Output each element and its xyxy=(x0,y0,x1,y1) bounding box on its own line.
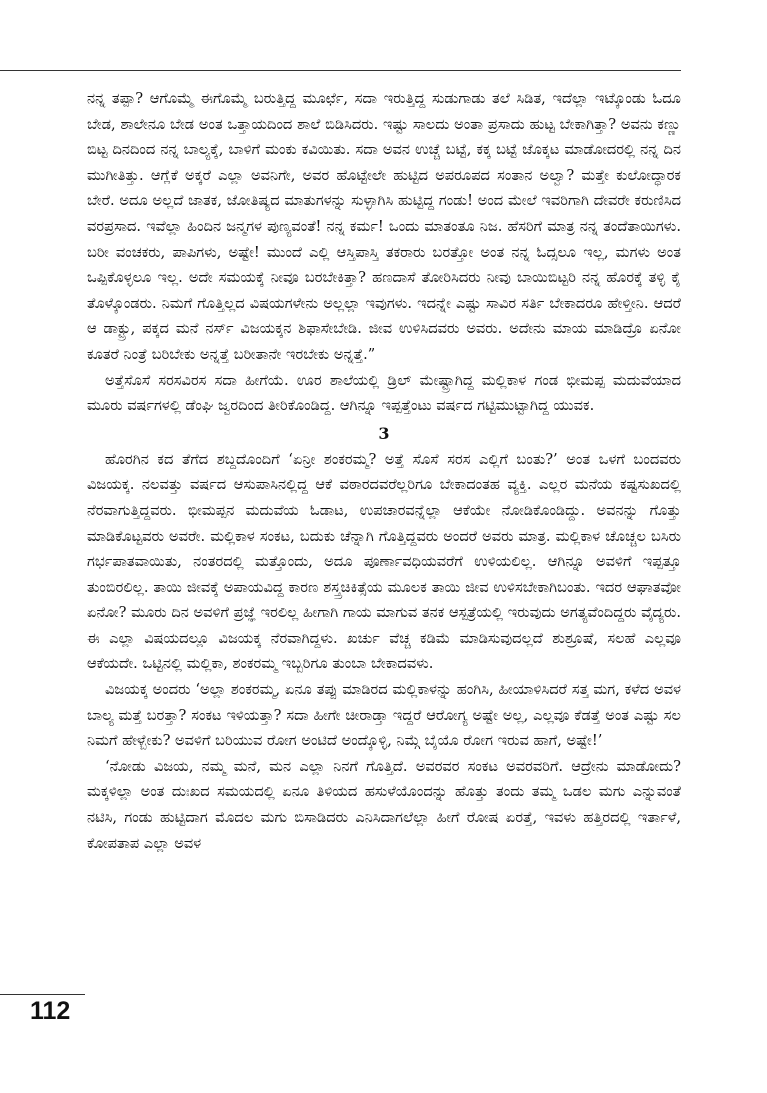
paragraph: ನನ್ನ ತಪ್ಪಾ? ಆಗೊಮ್ಮೆ ಈಗೊಮ್ಮೆ ಬರುತ್ತಿದ್ದ ಮೂರ್ಛೆ, ಸದಾ ಇರುತ್ತಿದ್ದ ಸುಡುಗಾಡು ತಲೆ ಸಿಡಿತ, ಇದೆಲ್ಲಾ ಇಟ್ಕೊಂಡು ಓದೂ ಬೇಡ, ಶಾಲೇನೂ ಬೇಡ ಅಂತ ಒತ್ತಾಯದಿಂದ ಶಾಲೆ ಬಿಡಿಸಿದರು. ಇಷ್ಟು ಸಾಲದು ಅಂತಾ ಪ್ರಸಾದು ಹುಟ್ಟ ಬೇಕಾಗಿತ್ತಾ? ಅವನು ಕಣ್ಣು ಬಿಟ್ಟ ದಿನದಿಂದ ನನ್ನ ಬಾಲ್ಯಕ್ಕೆ, ಬಾಳಿಗೆ ಮಂಕು ಕವಿಯಿತು. ಸದಾ ಅವನ ಉಚ್ಚೆ ಬಟ್ಟೆ, ಕಕ್ಕ ಬಟ್ಟೆ ಜೊಕ್ಕಟ ಮಾಡೋದರಲ್ಲಿ ನನ್ನ ದಿನ ಮುಗೀತಿತ್ತು. ಆಗ್ಲೆಕೆ ಅಕ್ಕರೆ ಎಲ್ಲಾ ಅವನಿಗೇ, ಅವರ ಹೊಟ್ಟೇಲೇ ಹುಟ್ಟಿದ ಅಪರೂಪದ ಸಂತಾನ ಅಲ್ವಾ? ಮತ್ತೇ ಕುಲೋದ್ಧಾರಕ ಬೇರೆ. ಅದೂ ಅಲ್ಲದೆ ಜಾತಕ, ಜೋತಿಷ್ಯದ ಮಾತುಗಳನ್ನು ಸುಳ್ಳಾಗಿಸಿ ಹುಟ್ಟಿದ್ದ ಗಂಡು! ಅಂದ ಮೇಲೆ ಇವರಿಗಾಗಿ ದೇವರೇ ಕರುಣಿಸಿದ ವರಪ್ರಸಾದ. ಇವೆಲ್ಲಾ ಹಿಂದಿನ ಜನ್ಮಗಳ ಪುಣ್ಯವಂತೆ! ನನ್ನ ಕರ್ಮ! ಒಂದು ಮಾತಂತೂ ನಿಜ. ಹೆಸರಿಗೆ ಮಾತ್ರ ನನ್ನ ತಂದೆತಾಯಿಗಳು. ಬರೀ ವಂಚಕರು, ಪಾಪಿಗಳು, ಅಷ್ಟೇ! ಮುಂದೆ ಎಲ್ಲಿ ಆಸ್ತಿಪಾಸ್ತಿ ತಕರಾರು ಬರತ್ತೋ ಅಂತ ನನ್ನ ಓದ್ಸಲೂ ಇಲ್ಲ, ಮಗಳು ಅಂತ ಒಪ್ಪಿಕೊಳ್ಳಲೂ ಇಲ್ಲ. ಅದೇ ಸಮಯಕ್ಕೆ ನೀವೂ ಬರಬೇಕಿತ್ತಾ? ಹಣದಾಸೆ ತೋರಿಸಿದರು ನೀವು ಬಾಯಿಬಿಟ್ಟರಿ ನನ್ನ ಹೊರಕ್ಕೆ ತಳ್ಳಿ ಕೈ ತೊಳ್ಕೊಂಡರು. ನಿಮಗೆ ಗೊತ್ತಿಲ್ಲದ ವಿಷಯಗಳೇನು ಅಲ್ಲಲ್ಲಾ ಇವುಗಳು. ಇದನ್ನೇ ಎಷ್ಟು ಸಾವಿರ ಸರ್ತಿ ಬೇಕಾದರೂ ಹೇಳ್ತೀನಿ. ಆದರೆ ಆ ಡಾಕ್ಟ್ರು, ಪಕ್ಕದ ಮನೆ ನರ್ಸ್ ವಿಜಯಕ್ಕನ ಶಿಫಾಸೇಬೇಡಿ. ಜೀವ ಉಳಿಸಿದವರು ಅವರು. ಅದೇನು ಮಾಯ ಮಾಡಿದ್ರೊ ಏನೋ ಕೂತರೆ ನಿಂತ್ರೆ ಬರಿಬೇಕು ಅನ್ನತ್ತೆ ಬರೀತಾನೇ ಇರಬೇಕು ಅನ್ನತ್ತೆ.” xyxy=(87,90,681,363)
paragraph: ಅತ್ತೆಸೊಸೆ ಸರಸವಿರಸ ಸದಾ ಹೀಗೆಯೆ. ಊರ ಶಾಲೆಯಲ್ಲಿ ಡ್ರಿಲ್ ಮೇಷ್ಟ್ರಾಗಿದ್ದ ಮಲ್ಲಿಕಾಳ ಗಂಡ ಭೀಮಪ್ಪ ಮದುವೆಯಾದ ಮೂರು ವರ್ಷಗಳಲ್ಲಿ ಡೆಂಘಿ ಜ್ವರದಿಂದ ತೀರಿಕೊಂಡಿದ್ದ. ಆಗಿನ್ನೂ ಇಪ್ಪತ್ತೆಂಟು ವರ್ಷದ ಗಟ್ಟಿಮುಟ್ಟಾಗಿದ್ದ ಯುವಕ. xyxy=(87,371,681,415)
header-rule xyxy=(0,70,681,71)
chapter-number: 3 xyxy=(378,423,390,443)
paragraph: ವಿಜಯಕ್ಕ ಅಂದರು ‘ಅಲ್ಲಾ ಶಂಕರಮ್ಮ, ಏನೂ ತಪ್ಪು ಮಾಡಿರದ ಮಲ್ಲಿಕಾಳನ್ನು ಹಂಗಿಸಿ, ಹೀಯಾಳಿಸಿದರೆ ಸತ್ತ ಮಗ, ಕಳೆದ ಅವಳ ಬಾಲ್ಯ ಮತ್ತೆ ಬರತ್ತಾ? ಸಂಕಟ ಇಳಿಯತ್ತಾ? ಸದಾ ಹೀಗೇ ಚೀರಾಡ್ತಾ ಇದ್ದರೆ ಆರೋಗ್ಯ ಅಷ್ಟೇ ಅಲ್ಲ, ಎಲ್ಲವೂ ಕೆಡತ್ತೆ ಅಂತ ಎಷ್ಟು ಸಲ ನಿಮಗೆ ಹೇಳ್ಬೇಕು? ಅವಳಿಗೆ ಬರಿಯುವ ರೋಗ ಅಂಟಿದೆ ಅಂದ್ಕೊಳ್ಳಿ, ನಿಮ್ಗೆ ಬೈಯೊ ರೋಗ ಇರುವ ಹಾಗೆ, ಅಷ್ಟೇ!’ xyxy=(87,681,681,750)
footer-rule xyxy=(0,994,85,995)
body-text xyxy=(87,86,681,856)
paragraph: ಹೊರಗಿನ ಕದ ತೆಗೆದ ಶಬ್ದದೊಂದಿಗೆ ‘ಏನ್ರೀ ಶಂಕರಮ್ಮ? ಅತ್ತೆ ಸೊಸೆ ಸರಸ ಎಲ್ಲಿಗೆ ಬಂತು?’ ಅಂತ ಒಳಗೆ ಬಂದವರು ವಿಜಯಕ್ಕ. ನಲವತ್ತು ವರ್ಷದ ಆಸುಪಾಸಿನಲ್ಲಿದ್ದ ಆಕೆ ವಠಾರದವರೆಲ್ಲರಿಗೂ ಬೇಕಾದಂತಹ ವ್ಯಕ್ತಿ. ಎಲ್ಲರ ಮನೆಯ ಕಷ್ಟಸುಖದಲ್ಲಿ ನೆರವಾಗುತ್ತಿದ್ದವರು. ಭೀಮಪ್ಪನ ಮದುವೆಯ ಓಡಾಟ, ಉಪಚಾರವನ್ನೆಲ್ಲಾ ಆಕೆಯೇ ನೋಡಿಕೊಂಡಿದ್ದು. ಅವನನ್ನು ಗೊತ್ತು ಮಾಡಿಕೊಟ್ಟವರು ಅವರೇ. ಮಲ್ಲಿಕಾಳ ಸಂಕಟ, ಬದುಕು ಚೆನ್ನಾಗಿ ಗೊತ್ತಿದ್ದವರು ಅಂದರೆ ಅವರು ಮಾತ್ರ. ಮಲ್ಲಿಕಾಳ ಚೊಚ್ಚಲ ಬಸಿರು ಗರ್ಭಪಾತವಾಯಿತು, ನಂತರದಲ್ಲಿ ಮತ್ತೊಂದು, ಅದೂ ಪೂರ್ಣಾವಧಿಯವರೆಗೆ ಉಳಿಯಲಿಲ್ಲ. ಆಗಿನ್ನೂ ಅವಳಿಗೆ ಇಪ್ಪತ್ತೂ ತುಂಬಿರಲಿಲ್ಲ. ತಾಯಿ ಜೀವಕ್ಕೆ ಅಪಾಯವಿದ್ದ ಕಾರಣ ಶಸ್ತ್ರಚಿಕಿತ್ಸೆಯ ಮೂಲಕ ತಾಯಿ ಜೀವ ಉಳಿಸಬೇಕಾಗಿಬಂತು. ಇದರ ಆಘಾತವೋ ಏನೋ? ಮೂರು ದಿನ ಅವಳಿಗೆ ಪ್ರಜ್ಞೆ ಇರಲಿಲ್ಲ ಹೀಗಾಗಿ ಗಾಯ ಮಾಗುವ ತನಕ ಆಸ್ಪತ್ರೆಯಲ್ಲಿ ಇರುವುದು ಅಗತ್ಯವೆಂದಿದ್ದರು ವೈದ್ಯರು. ಈ ಎಲ್ಲಾ ವಿಷಯದಲ್ಲೂ ವಿಜಯಕ್ಕ ನೆರವಾಗಿದ್ದಳು. ಖರ್ಚು ವೆಚ್ಚ ಕಡಿಮೆ ಮಾಡಿಸುವುದಲ್ಲದೆ ಶುಶ್ರೂಷೆ, ಸಲಹೆ ಎಲ್ಲವೂ ಆಕೆಯದೇ. ಒಟ್ಟಿನಲ್ಲಿ ಮಲ್ಲಿಕಾ, ಶಂಕರಮ್ಮ ಇಬ್ಬರಿಗೂ ತುಂಬಾ ಬೇಕಾದವಳು. xyxy=(87,450,681,673)
paragraph: ‘ನೋಡು ವಿಜಯ, ನಮ್ಮ ಮನೆ, ಮನ ಎಲ್ಲಾ ನಿನಗೆ ಗೊತ್ತಿದೆ. ಅವರವರ ಸಂಕಟ ಅವರವರಿಗೆ. ಆದ್ರೇನು ಮಾಡೋದು? ಮಕ್ಕಳಿಲ್ಲಾ ಅಂತ ದುಃಖದ ಸಮಯದಲ್ಲಿ ಏನೂ ತಿಳಿಯದ ಹಸುಳೆಯೊಂದನ್ನು ಹೊತ್ತು ತಂದು ತಮ್ಮ ಒಡಲ ಮಗು ಎನ್ನುವಂತೆ ನಟಿಸಿ, ಗಂಡು ಹುಟ್ಟಿದಾಗ ಮೊದಲ ಮಗು ಬಿಸಾಡಿದರು ಎನಿಸಿದಾಗಲೆಲ್ಲಾ ಹೀಗೆ ರೋಷ ಏರತ್ತೆ, ಇವಳು ಹತ್ತಿರದಲ್ಲಿ ಇರ್ತಾಳೆ, ಕೋಪತಾಪ ಎಲ್ಲಾ ಅವಳ xyxy=(87,757,681,852)
page-number: 112 xyxy=(30,997,71,1025)
